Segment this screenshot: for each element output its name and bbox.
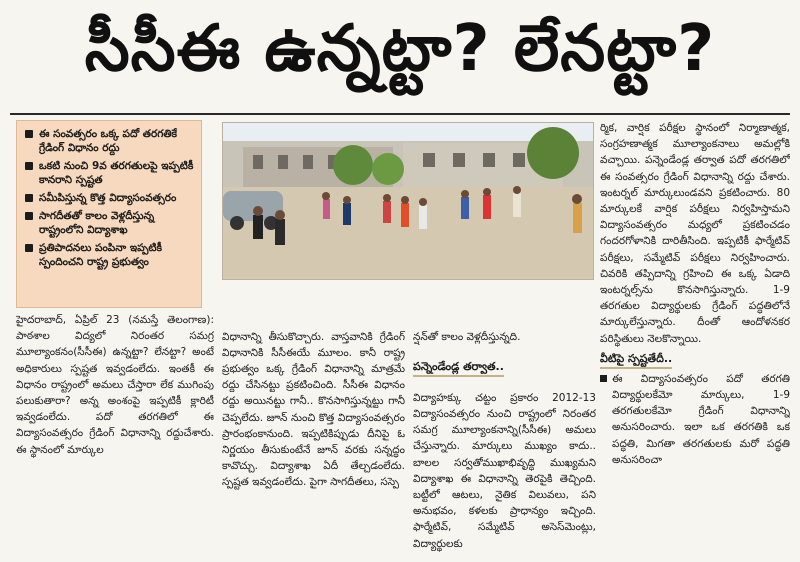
headline: సీసీఈ ఉన్నట్టా? లేనట్టా? [84, 11, 716, 86]
square-bullet-icon [25, 130, 33, 138]
section-subheading: పన్నెండేండ్ల తర్వాత.. [413, 359, 504, 377]
square-bullet-icon [600, 375, 607, 382]
article-paragraph: విధానాన్ని తీసుకొచ్చారు. వాస్తవానికి గ్రేడింగ్ విధానానికి సీసీఈయే మూలం. కానీ రాష్ట్ర ప్రభుత్వం ఒక్క గ్రేడింగ్ విధానాన్ని మాత్రమే రద్దు చేసినట్టు ప్రకటించింది. సీసీఈ విధానం రద్దు అయినట్టు గానీ.. కొనసాగిస్తున్నట్టు గానీ చెప్పలేదు. జూన్ నుంచి కొత్త విద్యాసంవత్సరం ప్రారంభంకానుంది. ఇప్పటికిప్పుడు దీనిపై ఓ నిర్ణయం తీసుకుంటేనే జూన్ వరకు సన్నద్ధం కావొచ్చు. విద్యాశాఖ ఏదీ తేల్చడంలేదు. స్పష్టత ఇవ్వడంలేదు. పైగా సాగదీతలు, సస్పె [222, 330, 405, 489]
square-bullet-icon [25, 212, 33, 220]
highlight-item [23, 241, 195, 269]
article-paragraph: విద్యాహక్కు చట్టం ప్రకారం 2012-13 విద్యాసంవత్సరం నుంచి రాష్ట్రంలో నిరంతర సమగ్ర మూల్యాంకనాన్ని(సీసీఈ) అమలు చేస్తున్నారు. మార్కులు ముఖ్యం కాదు.. బాలల సర్వతోముఖాభివృద్ధి ముఖ్యమని విద్యాశాఖ ఈ విధానాన్ని తెరపైకి తెచ్చింది. బట్టీలో ఆటలు, నైతిక విలువలు, పని అనుభవం, కళలకు ప్రాధాన్యం ఇచ్చింది. ఫార్మేటివ్, సమ్మేటివ్ అసెస్‌మెంట్లు, విద్యార్థులకు [413, 391, 596, 550]
highlight-text: సమీపిస్తున్న కొత్త విద్యాసంవత్సరం [39, 192, 177, 204]
square-bullet-icon [25, 244, 33, 252]
highlight-text: ఈ సంవత్సరం ఒక్క పదో తరగతికే గ్రేడింగ్ విధానం రద్దు [39, 128, 178, 154]
square-bullet-icon [25, 162, 33, 170]
highlight-item [23, 159, 195, 187]
headline-rule [10, 113, 790, 115]
highlight-item [23, 191, 195, 205]
article-column-2 [222, 318, 405, 562]
section-subheading: వీటిపై స్పష్టతేదీ.. [600, 351, 672, 369]
article-column-1 [16, 312, 214, 476]
article-column-3 [413, 318, 596, 562]
highlights-box [16, 120, 202, 308]
school-courtyard-image [223, 123, 593, 279]
article-column-4 [600, 120, 790, 476]
bullet-text: ఈ విద్యాసంవత్సరం పదో తరగతి విద్యార్థులకేమో మార్కులు, 1-9 తరగతులకేమో గ్రేడింగ్ విధానాన్ని అనుసరించారు. ఇలా ఒక తరగతికి ఒక పద్ధతి, మిగతా తరగతులకు మరో పద్ధతి అనుసరించా [612, 372, 790, 466]
bullet-paragraph [600, 371, 790, 468]
school-photo [222, 122, 594, 280]
highlight-text: ఒకటి నుంచి 9వ తరగతులపై ఇప్పటికీ కానరాని స్పష్టత [39, 160, 194, 186]
highlight-text: ప్రతిపాదనలు పంపినా ఇప్పటికీ స్పందించని రాష్ట్ర ప్రభుత్వం [39, 242, 162, 268]
highlight-item [23, 209, 195, 237]
highlight-text: సాగదీతతో కాలం వెళ్లదీస్తున్న రాష్ట్రంలోని విద్యాశాఖ [39, 210, 155, 236]
article-paragraph: ర్మిక, వార్షిక పరీక్షల స్థానంలో నిర్మాణాత్మక, సంగ్రహణాత్మక మూల్యాంకనాలు అమల్లోకి వచ్చాయి. పన్నెండేండ్ల తర్వాత పదో తరగతిలో ఈ సంవత్సరం గ్రేడింగ్ విధానాన్ని రద్దు చేశారు. ఇంటర్నల్ మార్కులుండవని ప్రకటించారు. 80 మార్కులకే వార్షిక పరీక్షలు నిర్వహిస్తామని విద్యాసంవత్సరం మధ్యలో ప్రకటించడం గందరగోళానికి దారితీసింది. ఇప్పటికీ ఫార్మేటివ్ పరీక్షలు, సమ్మేటివ్ పరీక్షలు నిర్వహించారు. చివరికి తప్పిదాన్ని గ్రహించి ఈ ఒక్క ఏడాది ఇంటర్నల్స్‌ను కొనసాగిస్తున్నారు. 1-9 తరగతుల విద్యార్థులకు గ్రేడింగ్ పద్ధతిలోనే మార్కులేస్తున్నారు. దీంతో ఆందోళనకర పరిస్థితులు నెలకొన్నాయి. [600, 122, 790, 345]
article-paragraph: న్షన్‌తో కాలం వెళ్లదీస్తున్నది. [413, 330, 521, 343]
square-bullet-icon [25, 194, 33, 202]
highlight-item [23, 127, 195, 155]
article-columns-middle [222, 318, 596, 550]
article-paragraph: హైదరాబాద్, ఏప్రిల్ 23 (నమస్తే తెలంగాణ): పాఠశాల విద్యలో నిరంతర సమగ్ర మూల్యాంకనం(సీసీఈ) ఉన్నట్టా? లేనట్టా? అంటే అధికారులు స్పష్టత ఇవ్వడంలేదు. ఇంతకీ ఈ విధానం రాష్ట్రంలో అమలు చేస్తారా లేక ముగింపు పలుకుతారా? అన్న అంశంపై ఇప్పటికీ క్లారిటీ ఇవ్వడంలేదు. పదో తరగతిలో ఈ విద్యాసంవత్సరం గ్రేడింగ్ విధానాన్ని రద్దుచేశారు. ఈ స్థానంలో మార్కుల [16, 314, 214, 456]
